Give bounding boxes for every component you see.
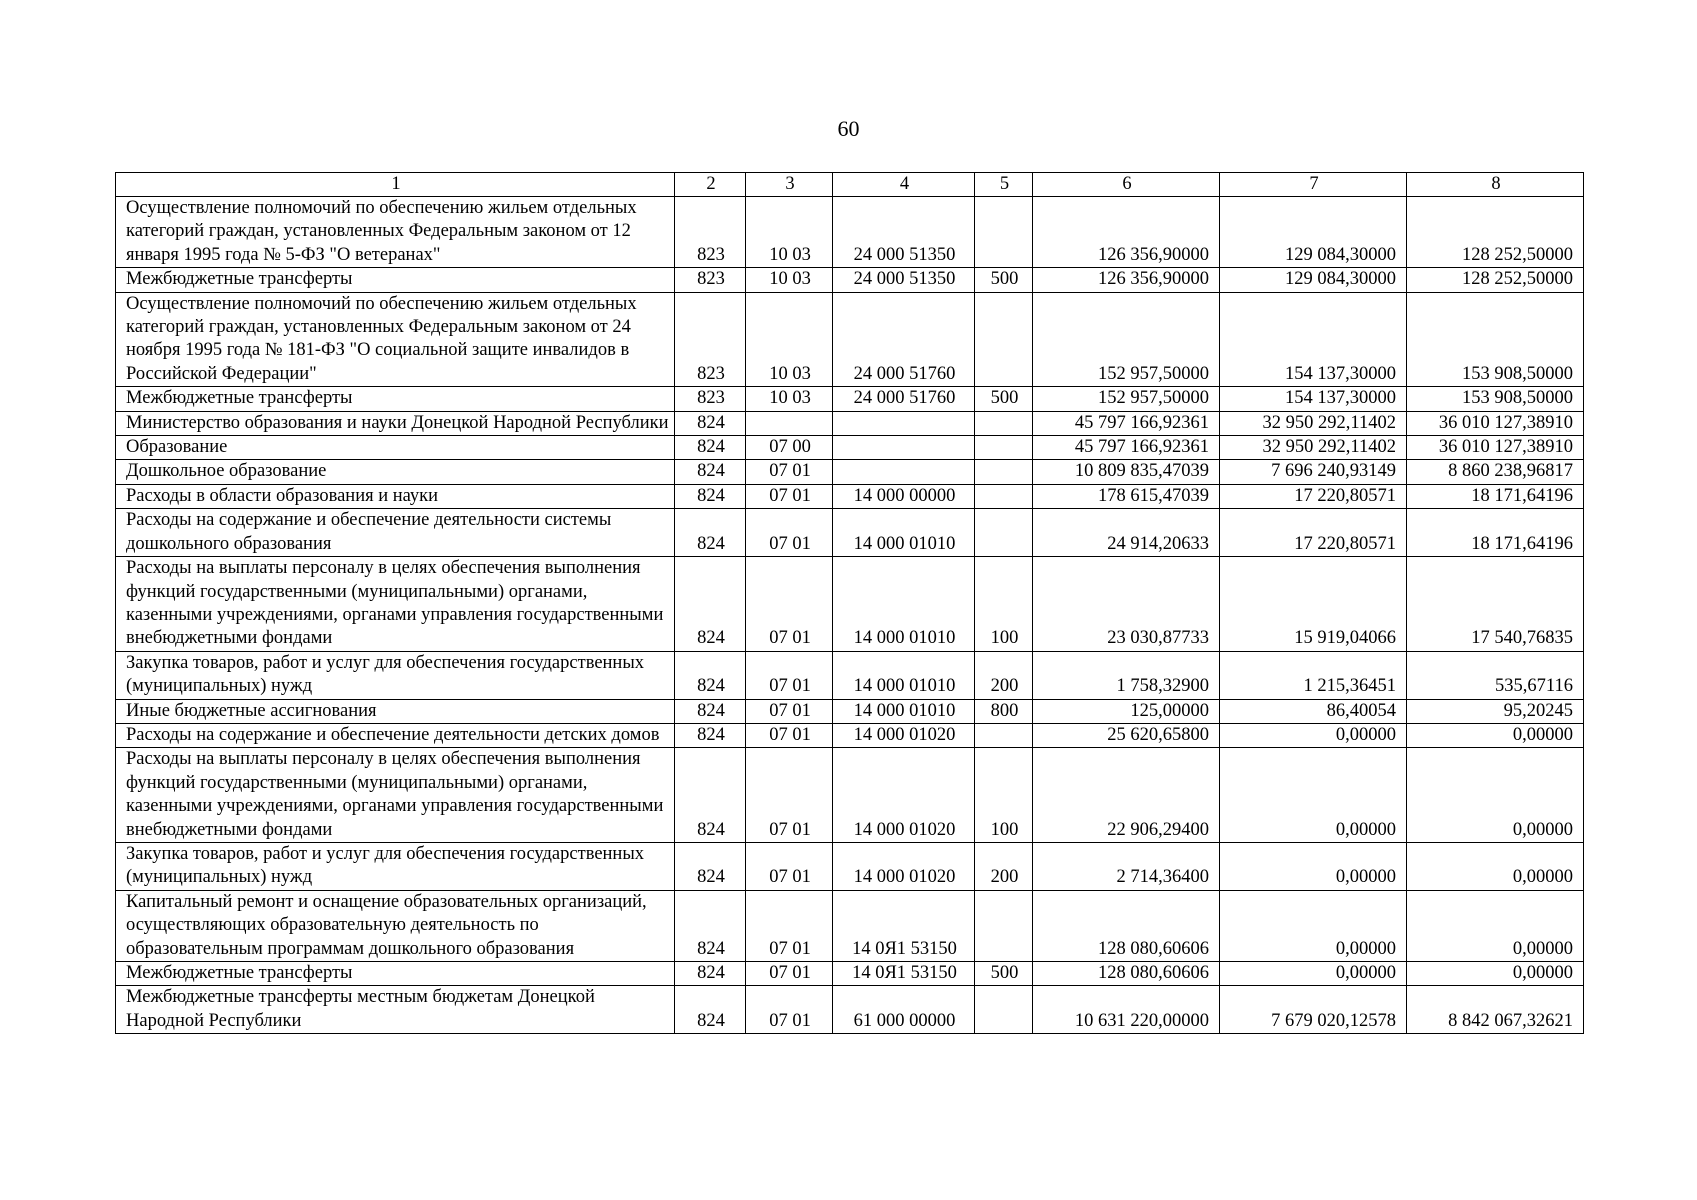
- column-header: 3: [746, 173, 833, 197]
- amount-col8-cell: 153 908,50000: [1407, 387, 1584, 411]
- amount-col6-cell: 2 714,36400: [1033, 842, 1220, 890]
- section-code-cell: 10 03: [746, 197, 833, 268]
- amount-col7-cell: 129 084,30000: [1220, 268, 1407, 292]
- target-article-cell: 14 0Я1 53150: [833, 890, 975, 961]
- expense-type-cell: [975, 723, 1033, 747]
- section-code-cell: 07 01: [746, 962, 833, 986]
- header-row: [116, 173, 1584, 197]
- target-article-cell: [833, 436, 975, 460]
- amount-col7-cell: 154 137,30000: [1220, 292, 1407, 387]
- page-number: 60: [837, 116, 860, 141]
- amount-col7-cell: 17 220,80571: [1220, 484, 1407, 508]
- expense-type-cell: 200: [975, 651, 1033, 699]
- ministry-code-cell: 824: [675, 411, 746, 435]
- table-row: [116, 699, 1584, 723]
- section-code-cell: 07 00: [746, 436, 833, 460]
- amount-col7-cell: 7 696 240,93149: [1220, 460, 1407, 484]
- amount-col6-cell: 126 356,90000: [1033, 197, 1220, 268]
- table-row: [116, 723, 1584, 747]
- ministry-code-cell: 823: [675, 268, 746, 292]
- column-header: 6: [1033, 173, 1220, 197]
- amount-col7-cell: 15 919,04066: [1220, 557, 1407, 652]
- ministry-code-cell: 824: [675, 890, 746, 961]
- amount-col6-cell: 125,00000: [1033, 699, 1220, 723]
- table-row: [116, 890, 1584, 961]
- amount-col8-cell: 535,67116: [1407, 651, 1584, 699]
- expense-name-cell: Дошкольное образование: [116, 460, 675, 484]
- table-row: [116, 460, 1584, 484]
- expense-type-cell: 500: [975, 387, 1033, 411]
- section-code-cell: 10 03: [746, 292, 833, 387]
- expense-name-cell: Межбюджетные трансферты: [116, 387, 675, 411]
- amount-col8-cell: 128 252,50000: [1407, 268, 1584, 292]
- section-code-cell: 07 01: [746, 557, 833, 652]
- amount-col8-cell: 17 540,76835: [1407, 557, 1584, 652]
- amount-col7-cell: 0,00000: [1220, 842, 1407, 890]
- expense-type-cell: [975, 197, 1033, 268]
- amount-col6-cell: 10 631 220,00000: [1033, 986, 1220, 1034]
- table-row: [116, 842, 1584, 890]
- target-article-cell: 14 0Я1 53150: [833, 962, 975, 986]
- expense-name-cell: Осуществление полномочий по обеспечению жильем отдельных категорий граждан, установленных Федеральным законом от 24 ноября 1995 года № 181-ФЗ "О социальной защите инвалидов в Российской Федерации": [116, 292, 675, 387]
- target-article-cell: 14 000 01020: [833, 723, 975, 747]
- expense-name-cell: Межбюджетные трансферты: [116, 268, 675, 292]
- column-header: 1: [116, 173, 675, 197]
- section-code-cell: 10 03: [746, 387, 833, 411]
- amount-col8-cell: 0,00000: [1407, 890, 1584, 961]
- budget-table: [115, 172, 1584, 1034]
- amount-col8-cell: 0,00000: [1407, 723, 1584, 747]
- amount-col8-cell: 8 842 067,32621: [1407, 986, 1584, 1034]
- table-row: [116, 387, 1584, 411]
- section-code-cell: 07 01: [746, 460, 833, 484]
- section-code-cell: 07 01: [746, 986, 833, 1034]
- amount-col7-cell: 0,00000: [1220, 890, 1407, 961]
- expense-name-cell: Расходы на выплаты персоналу в целях обеспечения выполнения функций государственными (муниципальными) органами, казенными учреждениями, органами управления государственными внебюджетными фондами: [116, 557, 675, 652]
- amount-col6-cell: 22 906,29400: [1033, 748, 1220, 843]
- table-row: [116, 986, 1584, 1034]
- expense-name-cell: Расходы на содержание и обеспечение деятельности системы дошкольного образования: [116, 509, 675, 557]
- section-code-cell: 07 01: [746, 723, 833, 747]
- ministry-code-cell: 824: [675, 557, 746, 652]
- expense-name-cell: Расходы в области образования и науки: [116, 484, 675, 508]
- ministry-code-cell: 823: [675, 387, 746, 411]
- amount-col7-cell: 86,40054: [1220, 699, 1407, 723]
- expense-type-cell: [975, 986, 1033, 1034]
- expense-name-cell: Осуществление полномочий по обеспечению жильем отдельных категорий граждан, установленных Федеральным законом от 12 января 1995 года № 5-ФЗ "О ветеранах": [116, 197, 675, 268]
- table-row: [116, 962, 1584, 986]
- ministry-code-cell: 824: [675, 842, 746, 890]
- expense-type-cell: [975, 436, 1033, 460]
- target-article-cell: 14 000 01010: [833, 651, 975, 699]
- amount-col8-cell: 18 171,64196: [1407, 484, 1584, 508]
- table-row: [116, 292, 1584, 387]
- amount-col8-cell: 153 908,50000: [1407, 292, 1584, 387]
- target-article-cell: 61 000 00000: [833, 986, 975, 1034]
- amount-col6-cell: 23 030,87733: [1033, 557, 1220, 652]
- expense-name-cell: Образование: [116, 436, 675, 460]
- table-row: [116, 748, 1584, 843]
- table-row: [116, 651, 1584, 699]
- ministry-code-cell: 823: [675, 292, 746, 387]
- section-code-cell: 07 01: [746, 509, 833, 557]
- amount-col8-cell: 0,00000: [1407, 842, 1584, 890]
- amount-col8-cell: 0,00000: [1407, 962, 1584, 986]
- expense-name-cell: Закупка товаров, работ и услуг для обеспечения государственных (муниципальных) нужд: [116, 651, 675, 699]
- section-code-cell: 07 01: [746, 651, 833, 699]
- amount-col8-cell: 0,00000: [1407, 748, 1584, 843]
- column-header: 5: [975, 173, 1033, 197]
- section-code-cell: 07 01: [746, 890, 833, 961]
- ministry-code-cell: 824: [675, 962, 746, 986]
- amount-col7-cell: 17 220,80571: [1220, 509, 1407, 557]
- expense-type-cell: [975, 460, 1033, 484]
- section-code-cell: 07 01: [746, 484, 833, 508]
- section-code-cell: 07 01: [746, 842, 833, 890]
- ministry-code-cell: 824: [675, 651, 746, 699]
- column-header: 2: [675, 173, 746, 197]
- target-article-cell: 24 000 51760: [833, 387, 975, 411]
- ministry-code-cell: 824: [675, 699, 746, 723]
- amount-col6-cell: 25 620,65800: [1033, 723, 1220, 747]
- table-row: [116, 197, 1584, 268]
- amount-col6-cell: 10 809 835,47039: [1033, 460, 1220, 484]
- expense-type-cell: [975, 509, 1033, 557]
- ministry-code-cell: 824: [675, 986, 746, 1034]
- ministry-code-cell: 824: [675, 723, 746, 747]
- amount-col6-cell: 152 957,50000: [1033, 387, 1220, 411]
- target-article-cell: 24 000 51350: [833, 268, 975, 292]
- section-code-cell: 07 01: [746, 699, 833, 723]
- amount-col8-cell: 8 860 238,96817: [1407, 460, 1584, 484]
- table-row: [116, 411, 1584, 435]
- ministry-code-cell: 824: [675, 484, 746, 508]
- section-code-cell: 10 03: [746, 268, 833, 292]
- expense-name-cell: Расходы на содержание и обеспечение деятельности детских домов: [116, 723, 675, 747]
- amount-col8-cell: 95,20245: [1407, 699, 1584, 723]
- expense-name-cell: Расходы на выплаты персоналу в целях обеспечения выполнения функций государственными (муниципальными) органами, казенными учреждениями, органами управления государственными внебюджетными фондами: [116, 748, 675, 843]
- expense-type-cell: 500: [975, 962, 1033, 986]
- expense-name-cell: Межбюджетные трансферты местным бюджетам Донецкой Народной Республики: [116, 986, 675, 1034]
- table-row: [116, 268, 1584, 292]
- amount-col6-cell: 152 957,50000: [1033, 292, 1220, 387]
- expense-name-cell: Капитальный ремонт и оснащение образовательных организаций, осуществляющих образовательную деятельность по образовательным программам дошкольного образования: [116, 890, 675, 961]
- ministry-code-cell: 824: [675, 460, 746, 484]
- amount-col6-cell: 126 356,90000: [1033, 268, 1220, 292]
- section-code-cell: [746, 411, 833, 435]
- section-code-cell: 07 01: [746, 748, 833, 843]
- ministry-code-cell: 824: [675, 748, 746, 843]
- amount-col6-cell: 178 615,47039: [1033, 484, 1220, 508]
- amount-col7-cell: 154 137,30000: [1220, 387, 1407, 411]
- table-row: [116, 509, 1584, 557]
- amount-col6-cell: 24 914,20633: [1033, 509, 1220, 557]
- amount-col7-cell: 32 950 292,11402: [1220, 436, 1407, 460]
- target-article-cell: [833, 460, 975, 484]
- expense-type-cell: 200: [975, 842, 1033, 890]
- amount-col7-cell: 129 084,30000: [1220, 197, 1407, 268]
- amount-col7-cell: 0,00000: [1220, 962, 1407, 986]
- ministry-code-cell: 823: [675, 197, 746, 268]
- amount-col7-cell: 0,00000: [1220, 748, 1407, 843]
- amount-col6-cell: 128 080,60606: [1033, 890, 1220, 961]
- amount-col7-cell: 32 950 292,11402: [1220, 411, 1407, 435]
- expense-name-cell: Министерство образования и науки Донецкой Народной Республики: [116, 411, 675, 435]
- table-row: [116, 484, 1584, 508]
- target-article-cell: 24 000 51350: [833, 197, 975, 268]
- expense-type-cell: 500: [975, 268, 1033, 292]
- amount-col6-cell: 45 797 166,92361: [1033, 411, 1220, 435]
- column-header: 7: [1220, 173, 1407, 197]
- ministry-code-cell: 824: [675, 509, 746, 557]
- expense-type-cell: 100: [975, 557, 1033, 652]
- expense-name-cell: Межбюджетные трансферты: [116, 962, 675, 986]
- target-article-cell: 14 000 01020: [833, 748, 975, 843]
- target-article-cell: 24 000 51760: [833, 292, 975, 387]
- expense-type-cell: 100: [975, 748, 1033, 843]
- expense-type-cell: 800: [975, 699, 1033, 723]
- amount-col6-cell: 45 797 166,92361: [1033, 436, 1220, 460]
- expense-type-cell: [975, 484, 1033, 508]
- expense-type-cell: [975, 890, 1033, 961]
- target-article-cell: [833, 411, 975, 435]
- amount-col8-cell: 36 010 127,38910: [1407, 411, 1584, 435]
- amount-col6-cell: 1 758,32900: [1033, 651, 1220, 699]
- expense-type-cell: [975, 411, 1033, 435]
- amount-col7-cell: 0,00000: [1220, 723, 1407, 747]
- expense-name-cell: Закупка товаров, работ и услуг для обеспечения государственных (муниципальных) нужд: [116, 842, 675, 890]
- target-article-cell: 14 000 01010: [833, 509, 975, 557]
- expense-type-cell: [975, 292, 1033, 387]
- amount-col8-cell: 36 010 127,38910: [1407, 436, 1584, 460]
- target-article-cell: 14 000 01010: [833, 699, 975, 723]
- ministry-code-cell: 824: [675, 436, 746, 460]
- target-article-cell: 14 000 01020: [833, 842, 975, 890]
- amount-col6-cell: 128 080,60606: [1033, 962, 1220, 986]
- target-article-cell: 14 000 01010: [833, 557, 975, 652]
- amount-col7-cell: 7 679 020,12578: [1220, 986, 1407, 1034]
- table-row: [116, 436, 1584, 460]
- column-header: 8: [1407, 173, 1584, 197]
- expense-name-cell: Иные бюджетные ассигнования: [116, 699, 675, 723]
- amount-col8-cell: 128 252,50000: [1407, 197, 1584, 268]
- amount-col8-cell: 18 171,64196: [1407, 509, 1584, 557]
- column-header: 4: [833, 173, 975, 197]
- amount-col7-cell: 1 215,36451: [1220, 651, 1407, 699]
- table-row: [116, 557, 1584, 652]
- target-article-cell: 14 000 00000: [833, 484, 975, 508]
